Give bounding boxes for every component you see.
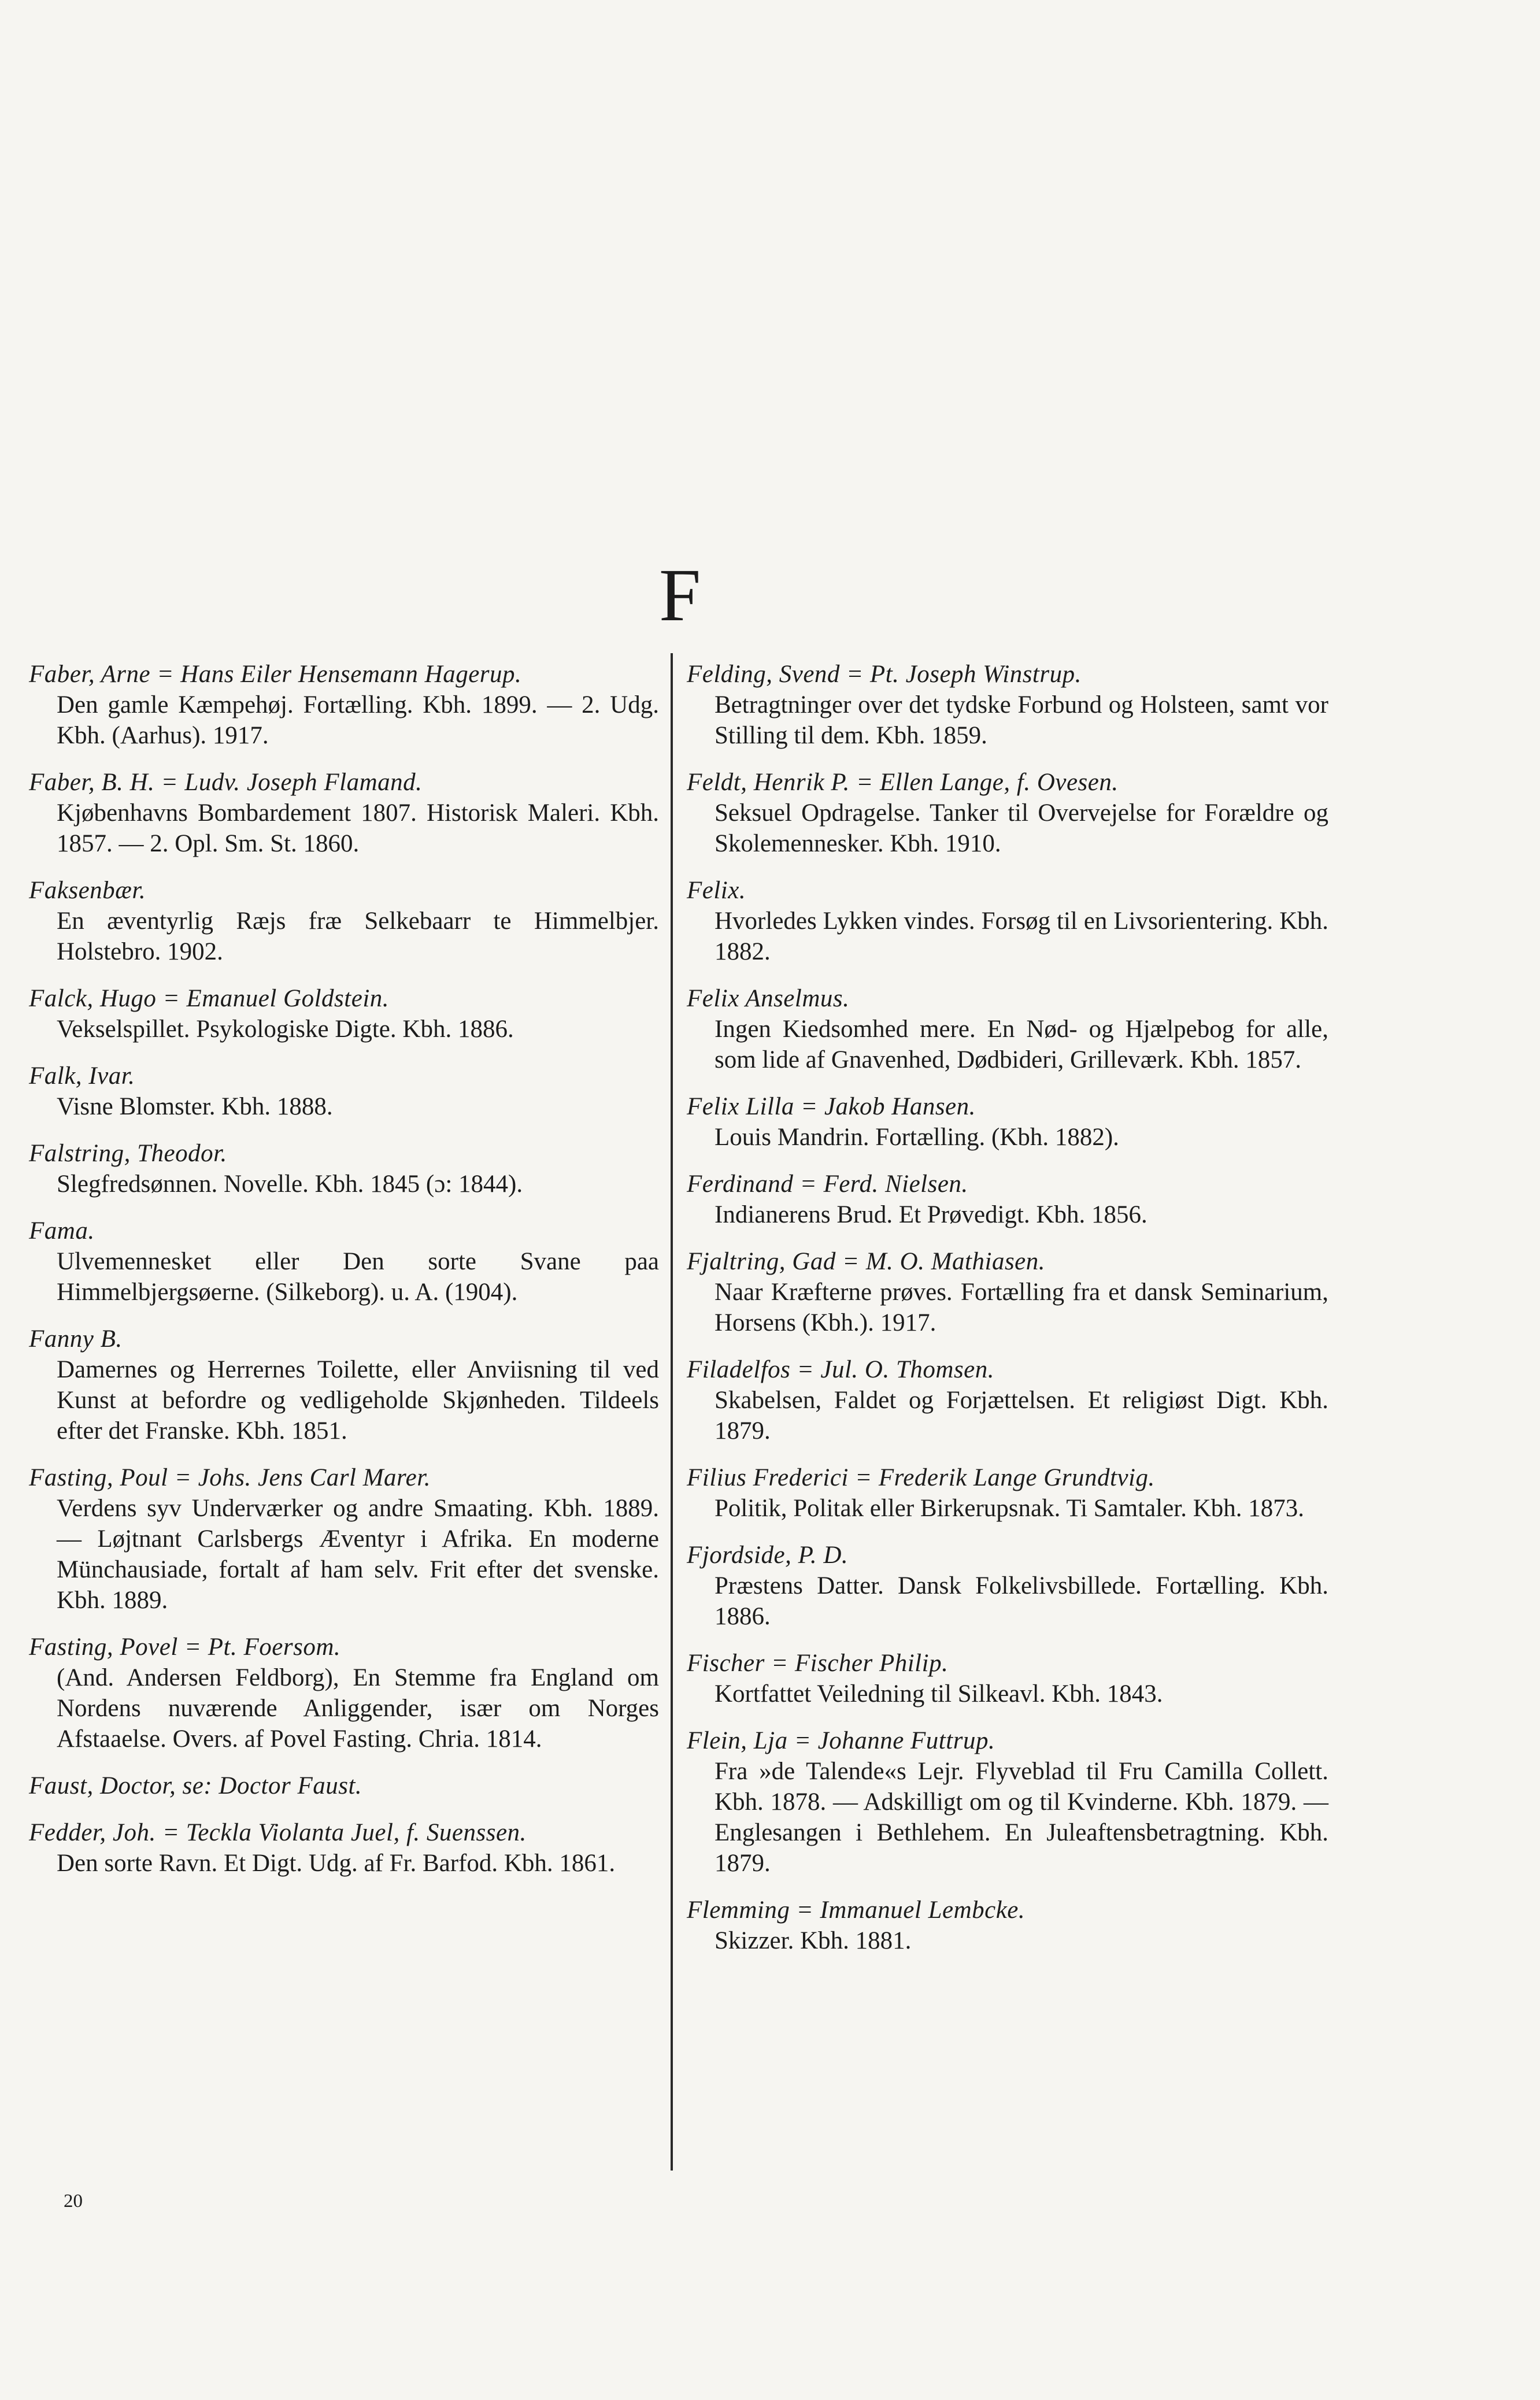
entry-body: Naar Kræfterne prøves. Fortælling fra et dansk Seminarium, Horsens (Kbh.). 1917. xyxy=(715,1279,1328,1336)
entry-body: Verdens syv Underværker og andre Smaating. Kbh. 1889. — Løjtnant Carlsbergs Æventyr i Afrika. En moderne Münchausiade, fortalt af ham selv. Frit efter det svenske. Kbh. 1889. xyxy=(57,1495,659,1614)
entry xyxy=(687,1246,1328,1338)
entry-heading: Fasting, Povel = Pt. Foersom. xyxy=(29,1634,341,1661)
entry xyxy=(29,767,659,859)
entry-body: Visne Blomster. Kbh. 1888. xyxy=(57,1093,333,1120)
entry-body: Kortfattet Veiledning til Silkeavl. Kbh. 1843. xyxy=(715,1680,1163,1708)
column-divider xyxy=(671,653,673,2171)
entry-body: Fra »de Talende«s Lejr. Flyveblad til Fru Camilla Collett. Kbh. 1878. — Adskilligt om og til Kvinderne. Kbh. 1879. — Englesangen i Bethlehem. En Juleaftensbetragtning. Kbh. 1879. xyxy=(715,1758,1328,1877)
entry-heading: Fama. xyxy=(29,1217,95,1245)
entry-body: Damernes og Herrernes Toilette, eller Anviisning til ved Kunst at befordre og vedligeholde Skjønheden. Tildeels efter det Franske. Kbh. 1851. xyxy=(57,1356,659,1445)
entry-heading: Faber, B. H. = Ludv. Joseph Flamand. xyxy=(29,769,423,796)
entry xyxy=(687,1895,1328,1956)
entry-body: (And. Andersen Feldborg), En Stemme fra England om Nordens nuværende Anliggender, især om Norges Afstaaelse. Overs. af Povel Fasting. Chria. 1814. xyxy=(57,1664,659,1753)
entry-heading: Fasting, Poul = Johs. Jens Carl Marer. xyxy=(29,1464,431,1491)
entry-heading: Fischer = Fischer Philip. xyxy=(687,1650,949,1677)
entry-body: Vekselspillet. Psykologiske Digte. Kbh. 1886. xyxy=(57,1016,514,1043)
entry-heading: Felix. xyxy=(687,877,746,904)
entry-heading: Fanny B. xyxy=(29,1325,123,1353)
entry-body: Den gamle Kæmpehøj. Fortælling. Kbh. 1899. — 2. Udg. Kbh. (Aarhus). 1917. xyxy=(57,691,659,749)
left-column xyxy=(29,659,659,1895)
entry-body: Ingen Kiedsomhed mere. En Nød- og Hjælpebog for alle, som lide af Gnavenhed, Dødbideri, Grilleværk. Kbh. 1857. xyxy=(715,1016,1328,1073)
entry-heading: Falck, Hugo = Emanuel Goldstein. xyxy=(29,985,390,1012)
entry-heading: Felix Anselmus. xyxy=(687,985,850,1012)
entry xyxy=(687,875,1328,967)
entry-body: Hvorledes Lykken vindes. Forsøg til en Livsorientering. Kbh. 1882. xyxy=(715,908,1328,965)
entry-body: Seksuel Opdragelse. Tanker til Overvejelse for Forældre og Skolemennesker. Kbh. 1910. xyxy=(715,799,1328,857)
entry xyxy=(29,983,659,1045)
entry-heading: Flein, Lja = Johanne Futtrup. xyxy=(687,1727,995,1754)
entry xyxy=(687,1354,1328,1446)
entry xyxy=(687,1462,1328,1524)
entry-body: Betragtninger over det tydske Forbund og Holsteen, samt vor Stilling til dem. Kbh. 1859. xyxy=(715,691,1328,749)
entry-heading: Felding, Svend = Pt. Joseph Winstrup. xyxy=(687,661,1082,688)
entry xyxy=(687,1725,1328,1879)
right-column xyxy=(687,659,1328,1972)
entry xyxy=(29,1138,659,1199)
entry xyxy=(29,659,659,751)
entry-heading: Flemming = Immanuel Lembcke. xyxy=(687,1897,1026,1924)
entry-heading: Falk, Ivar. xyxy=(29,1062,135,1090)
entry-body: En æventyrlig Ræjs fræ Selkebaarr te Himmelbjer. Holstebro. 1902. xyxy=(57,908,659,965)
entry xyxy=(687,983,1328,1075)
entry-heading: Fjordside, P. D. xyxy=(687,1542,849,1569)
entry-heading: Faksenbær. xyxy=(29,877,146,904)
entry xyxy=(29,1632,659,1754)
entry xyxy=(687,659,1328,751)
entry-heading: Fedder, Joh. = Teckla Violanta Juel, f. Suenssen. xyxy=(29,1819,527,1846)
entry xyxy=(29,1324,659,1446)
entry-heading: Fjaltring, Gad = M. O. Mathiasen. xyxy=(687,1248,1046,1275)
page-number: 20 xyxy=(64,2191,83,2212)
entry-body: Skizzer. Kbh. 1881. xyxy=(715,1927,912,1954)
entry xyxy=(687,1648,1328,1709)
entry-heading: Faust, Doctor, se: Doctor Faust. xyxy=(29,1772,362,1799)
entry xyxy=(687,1169,1328,1230)
entry xyxy=(687,1540,1328,1632)
entry xyxy=(687,767,1328,859)
entry-body: Skabelsen, Faldet og Forjættelsen. Et religiøst Digt. Kbh. 1879. xyxy=(715,1387,1328,1445)
entry-body: Slegfredsønnen. Novelle. Kbh. 1845 (ɔ: 1844). xyxy=(57,1171,523,1198)
entry-heading: Filadelfos = Jul. O. Thomsen. xyxy=(687,1356,995,1383)
entry-body: Politik, Politak eller Birkerupsnak. Ti Samtaler. Kbh. 1873. xyxy=(715,1495,1305,1522)
section-letter: F xyxy=(659,554,701,637)
entry-body: Kjøbenhavns Bombardement 1807. Historisk Maleri. Kbh. 1857. — 2. Opl. Sm. St. 1860. xyxy=(57,799,659,857)
entry-heading: Feldt, Henrik P. = Ellen Lange, f. Ovesen. xyxy=(687,769,1119,796)
entry-heading: Filius Frederici = Frederik Lange Grundtvig. xyxy=(687,1464,1155,1491)
entry xyxy=(29,1061,659,1122)
entry xyxy=(29,1771,659,1801)
entry xyxy=(29,1817,659,1879)
entry xyxy=(687,1091,1328,1153)
entry-body: Ulvemennesket eller Den sorte Svane paa Himmelbjergsøerne. (Silkeborg). u. A. (1904). xyxy=(57,1248,659,1306)
entry-body: Indianerens Brud. Et Prøvedigt. Kbh. 1856. xyxy=(715,1201,1147,1228)
entry-body: Louis Mandrin. Fortælling. (Kbh. 1882). xyxy=(715,1124,1119,1151)
entry-body: Præstens Datter. Dansk Folkelivsbillede. Fortælling. Kbh. 1886. xyxy=(715,1572,1328,1630)
entry xyxy=(29,1462,659,1616)
entry-heading: Falstring, Theodor. xyxy=(29,1140,227,1167)
entry xyxy=(29,1216,659,1308)
entry-heading: Felix Lilla = Jakob Hansen. xyxy=(687,1093,976,1120)
entry-body: Den sorte Ravn. Et Digt. Udg. af Fr. Barfod. Kbh. 1861. xyxy=(57,1850,616,1877)
entry xyxy=(29,875,659,967)
entry-heading: Ferdinand = Ferd. Nielsen. xyxy=(687,1171,968,1198)
entry-heading: Faber, Arne = Hans Eiler Hensemann Hagerup. xyxy=(29,661,522,688)
